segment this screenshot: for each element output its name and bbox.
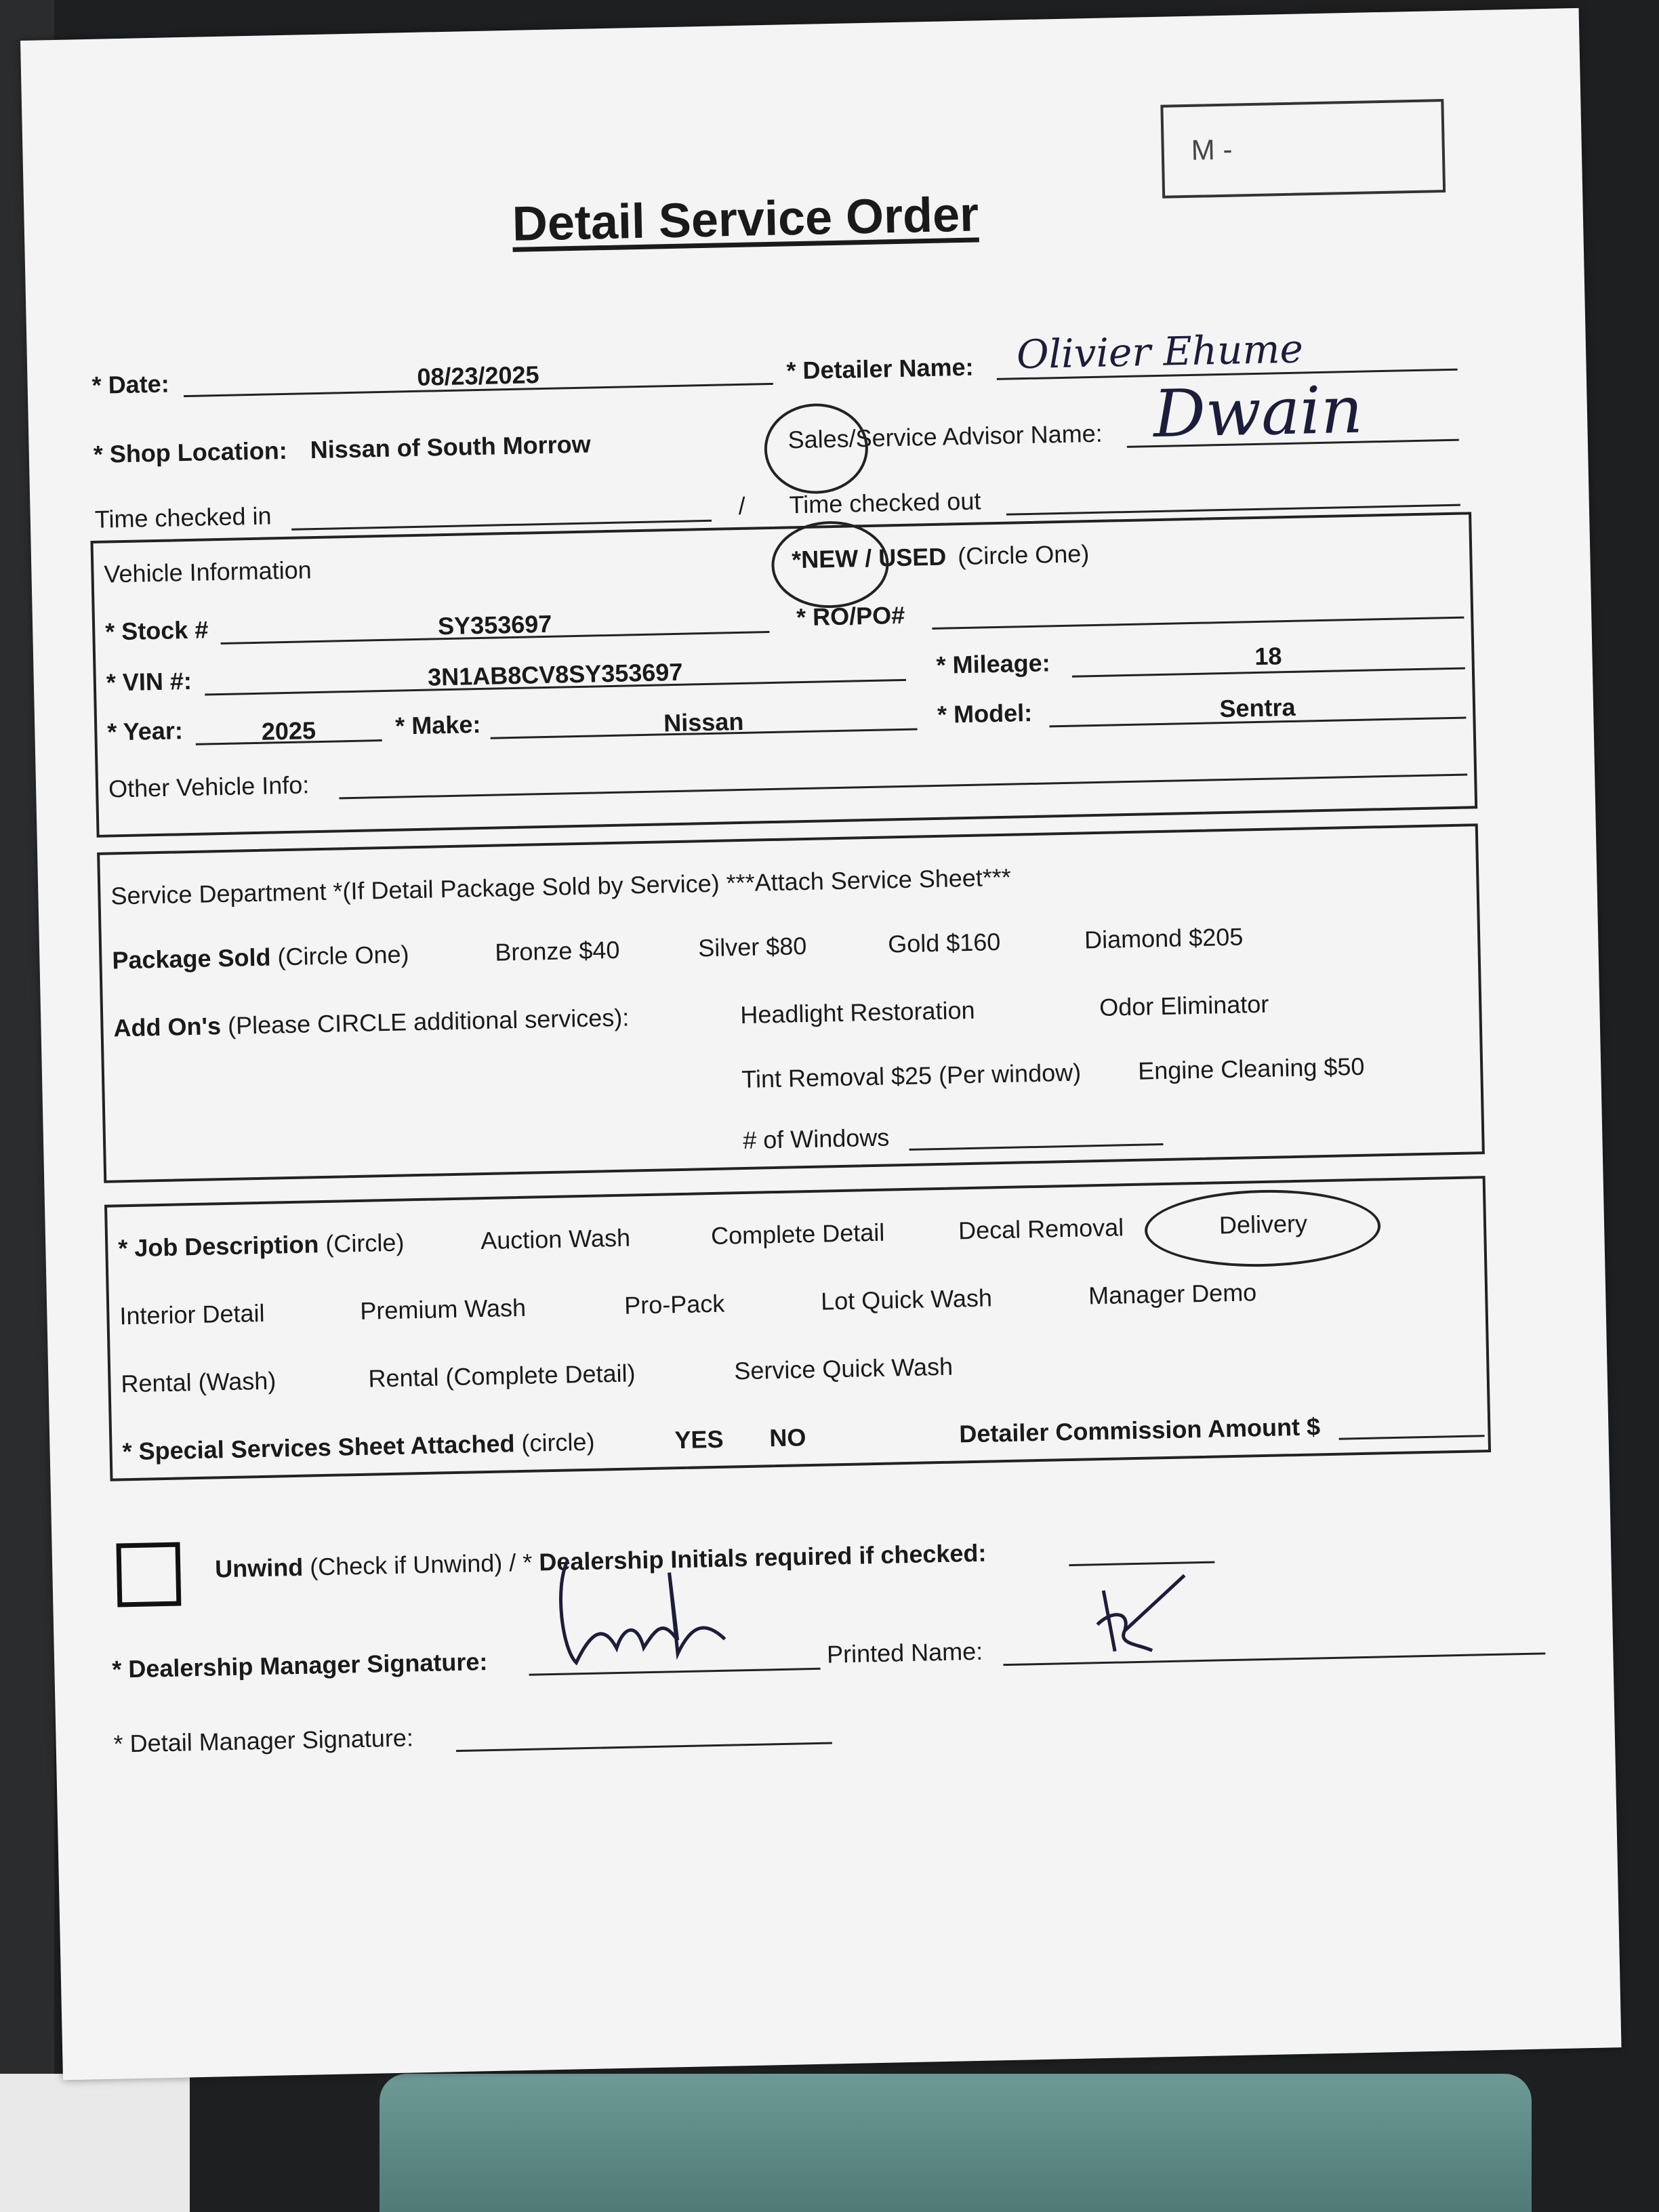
addon-odor[interactable]: Odor Eliminator xyxy=(1099,989,1269,1021)
special-yes[interactable]: YES xyxy=(674,1425,724,1454)
time-slash: / xyxy=(738,491,746,520)
time-in-label: Time checked in xyxy=(94,501,272,533)
printed-name-label: Printed Name: xyxy=(826,1637,983,1668)
add-ons-row xyxy=(113,1004,630,1043)
delivery-circle-mark xyxy=(1144,1187,1381,1269)
job-premium-wash[interactable]: Premium Wash xyxy=(359,1293,527,1325)
advisor-signature: Dwain xyxy=(1152,371,1364,453)
time-out-label: Time checked out xyxy=(789,487,981,519)
addon-engine[interactable]: Engine Cleaning $50 xyxy=(1137,1052,1365,1085)
model-value: Sentra xyxy=(1219,693,1296,723)
add-ons-label: Add On's xyxy=(113,1012,222,1042)
job-description-box xyxy=(104,1176,1491,1481)
initials-line[interactable] xyxy=(1069,1561,1214,1567)
package-sold-label: Package Sold xyxy=(112,943,271,975)
job-description-label: * Job Description xyxy=(117,1230,319,1263)
detailer-signature: Olivier Ehume xyxy=(1016,325,1304,378)
special-services-hint: (circle) xyxy=(521,1427,595,1457)
job-delivery[interactable]: Delivery xyxy=(1218,1209,1308,1240)
corner-box-text: M - xyxy=(1191,133,1233,166)
detail-manager-signature-line[interactable] xyxy=(456,1742,832,1752)
vehicle-info-header: Vehicle Information xyxy=(104,556,312,588)
ro-po-label: * RO/PO# xyxy=(796,600,905,632)
new-used-hint: (Circle One) xyxy=(957,539,1090,571)
initials-label: Dealership Initials required if checked: xyxy=(538,1538,987,1576)
job-rental-complete[interactable]: Rental (Complete Detail) xyxy=(368,1359,636,1393)
addon-headlight[interactable]: Headlight Restoration xyxy=(739,996,975,1029)
commission-label: Detailer Commission Amount $ xyxy=(958,1412,1321,1448)
mileage-value: 18 xyxy=(1254,642,1282,671)
package-bronze[interactable]: Bronze $40 xyxy=(494,935,620,966)
year-value: 2025 xyxy=(261,716,316,745)
windows-label: # of Windows xyxy=(742,1123,890,1155)
model-label: * Model: xyxy=(937,698,1033,729)
shop-value: Nissan of South Morrow xyxy=(310,430,592,464)
background-sheet-corner xyxy=(0,2074,190,2212)
vin-label: * VIN #: xyxy=(106,666,192,697)
job-interior-detail[interactable]: Interior Detail xyxy=(119,1298,265,1330)
job-complete-detail[interactable]: Complete Detail xyxy=(710,1218,885,1250)
package-gold[interactable]: Gold $160 xyxy=(887,928,1001,958)
package-sold-hint: (Circle One) xyxy=(277,940,409,971)
job-manager-demo[interactable]: Manager Demo xyxy=(1088,1278,1257,1310)
job-pro-pack[interactable]: Pro-Pack xyxy=(623,1289,725,1319)
shop-label: * Shop Location: xyxy=(93,436,288,468)
other-vehicle-label: Other Vehicle Info: xyxy=(108,771,310,803)
date-label: * Date: xyxy=(91,369,170,399)
new-circle-mark xyxy=(771,520,890,609)
stock-label: * Stock # xyxy=(104,615,209,646)
unwind-checkbox[interactable] xyxy=(116,1542,181,1607)
printed-name-scribble xyxy=(1083,1568,1207,1666)
detailer-label: * Detailer Name: xyxy=(786,352,974,385)
service-header: Service Department *(If Detail Package Sold by Service) ***Attach Service Sheet*** xyxy=(110,863,1012,910)
make-label: * Make: xyxy=(394,710,481,740)
job-decal-removal[interactable]: Decal Removal xyxy=(958,1213,1124,1245)
job-description-row xyxy=(118,1229,405,1263)
manager-signature-scribble xyxy=(540,1544,760,1684)
special-services-row xyxy=(122,1428,595,1467)
addon-tint[interactable]: Tint Removal $25 (Per window) xyxy=(741,1058,1082,1094)
special-no[interactable]: NO xyxy=(769,1423,806,1452)
job-auction-wash[interactable]: Auction Wash xyxy=(480,1223,631,1255)
package-sold-row xyxy=(112,940,409,975)
vehicle-info-box xyxy=(90,512,1477,838)
vin-value: 3N1AB8CV8SY353697 xyxy=(427,657,683,691)
service-order-paper xyxy=(20,8,1622,2081)
advisor-circle-mark xyxy=(763,403,869,495)
ro-po-line[interactable] xyxy=(932,617,1464,630)
detail-manager-signature-label: * Detail Manager Signature: xyxy=(113,1723,414,1758)
job-rental-wash[interactable]: Rental (Wash) xyxy=(121,1366,276,1398)
other-vehicle-line[interactable] xyxy=(339,774,1467,800)
corner-box[interactable] xyxy=(1160,99,1446,199)
add-ons-hint: (Please CIRCLE additional services): xyxy=(227,1003,630,1040)
manager-signature-label: * Dealership Manager Signature: xyxy=(111,1647,488,1683)
package-silver[interactable]: Silver $80 xyxy=(697,931,807,962)
make-value: Nissan xyxy=(663,707,744,737)
commission-line[interactable] xyxy=(1339,1435,1485,1440)
new-used-option[interactable]: *NEW / USED xyxy=(791,542,947,574)
service-department-box xyxy=(97,823,1485,1183)
job-description-hint: (Circle) xyxy=(325,1228,405,1258)
package-diamond[interactable]: Diamond $205 xyxy=(1084,922,1244,954)
year-label: * Year: xyxy=(106,716,184,746)
stock-value: SY353697 xyxy=(437,609,552,640)
mileage-label: * Mileage: xyxy=(936,649,1051,679)
background-towel xyxy=(380,2074,1532,2212)
windows-line[interactable] xyxy=(909,1143,1164,1151)
date-value: 08/23/2025 xyxy=(417,361,540,391)
form-title: Detail Service Order xyxy=(511,187,979,251)
job-service-quick-wash[interactable]: Service Quick Wash xyxy=(733,1352,954,1385)
special-services-label: * Special Services Sheet Attached xyxy=(122,1429,515,1466)
unwind-hint: (Check if Unwind) / * xyxy=(309,1548,533,1581)
unwind-label: Unwind xyxy=(214,1553,304,1583)
job-lot-quick-wash[interactable]: Lot Quick Wash xyxy=(820,1284,993,1315)
advisor-label: Sales/Service Advisor Name: xyxy=(787,419,1103,454)
